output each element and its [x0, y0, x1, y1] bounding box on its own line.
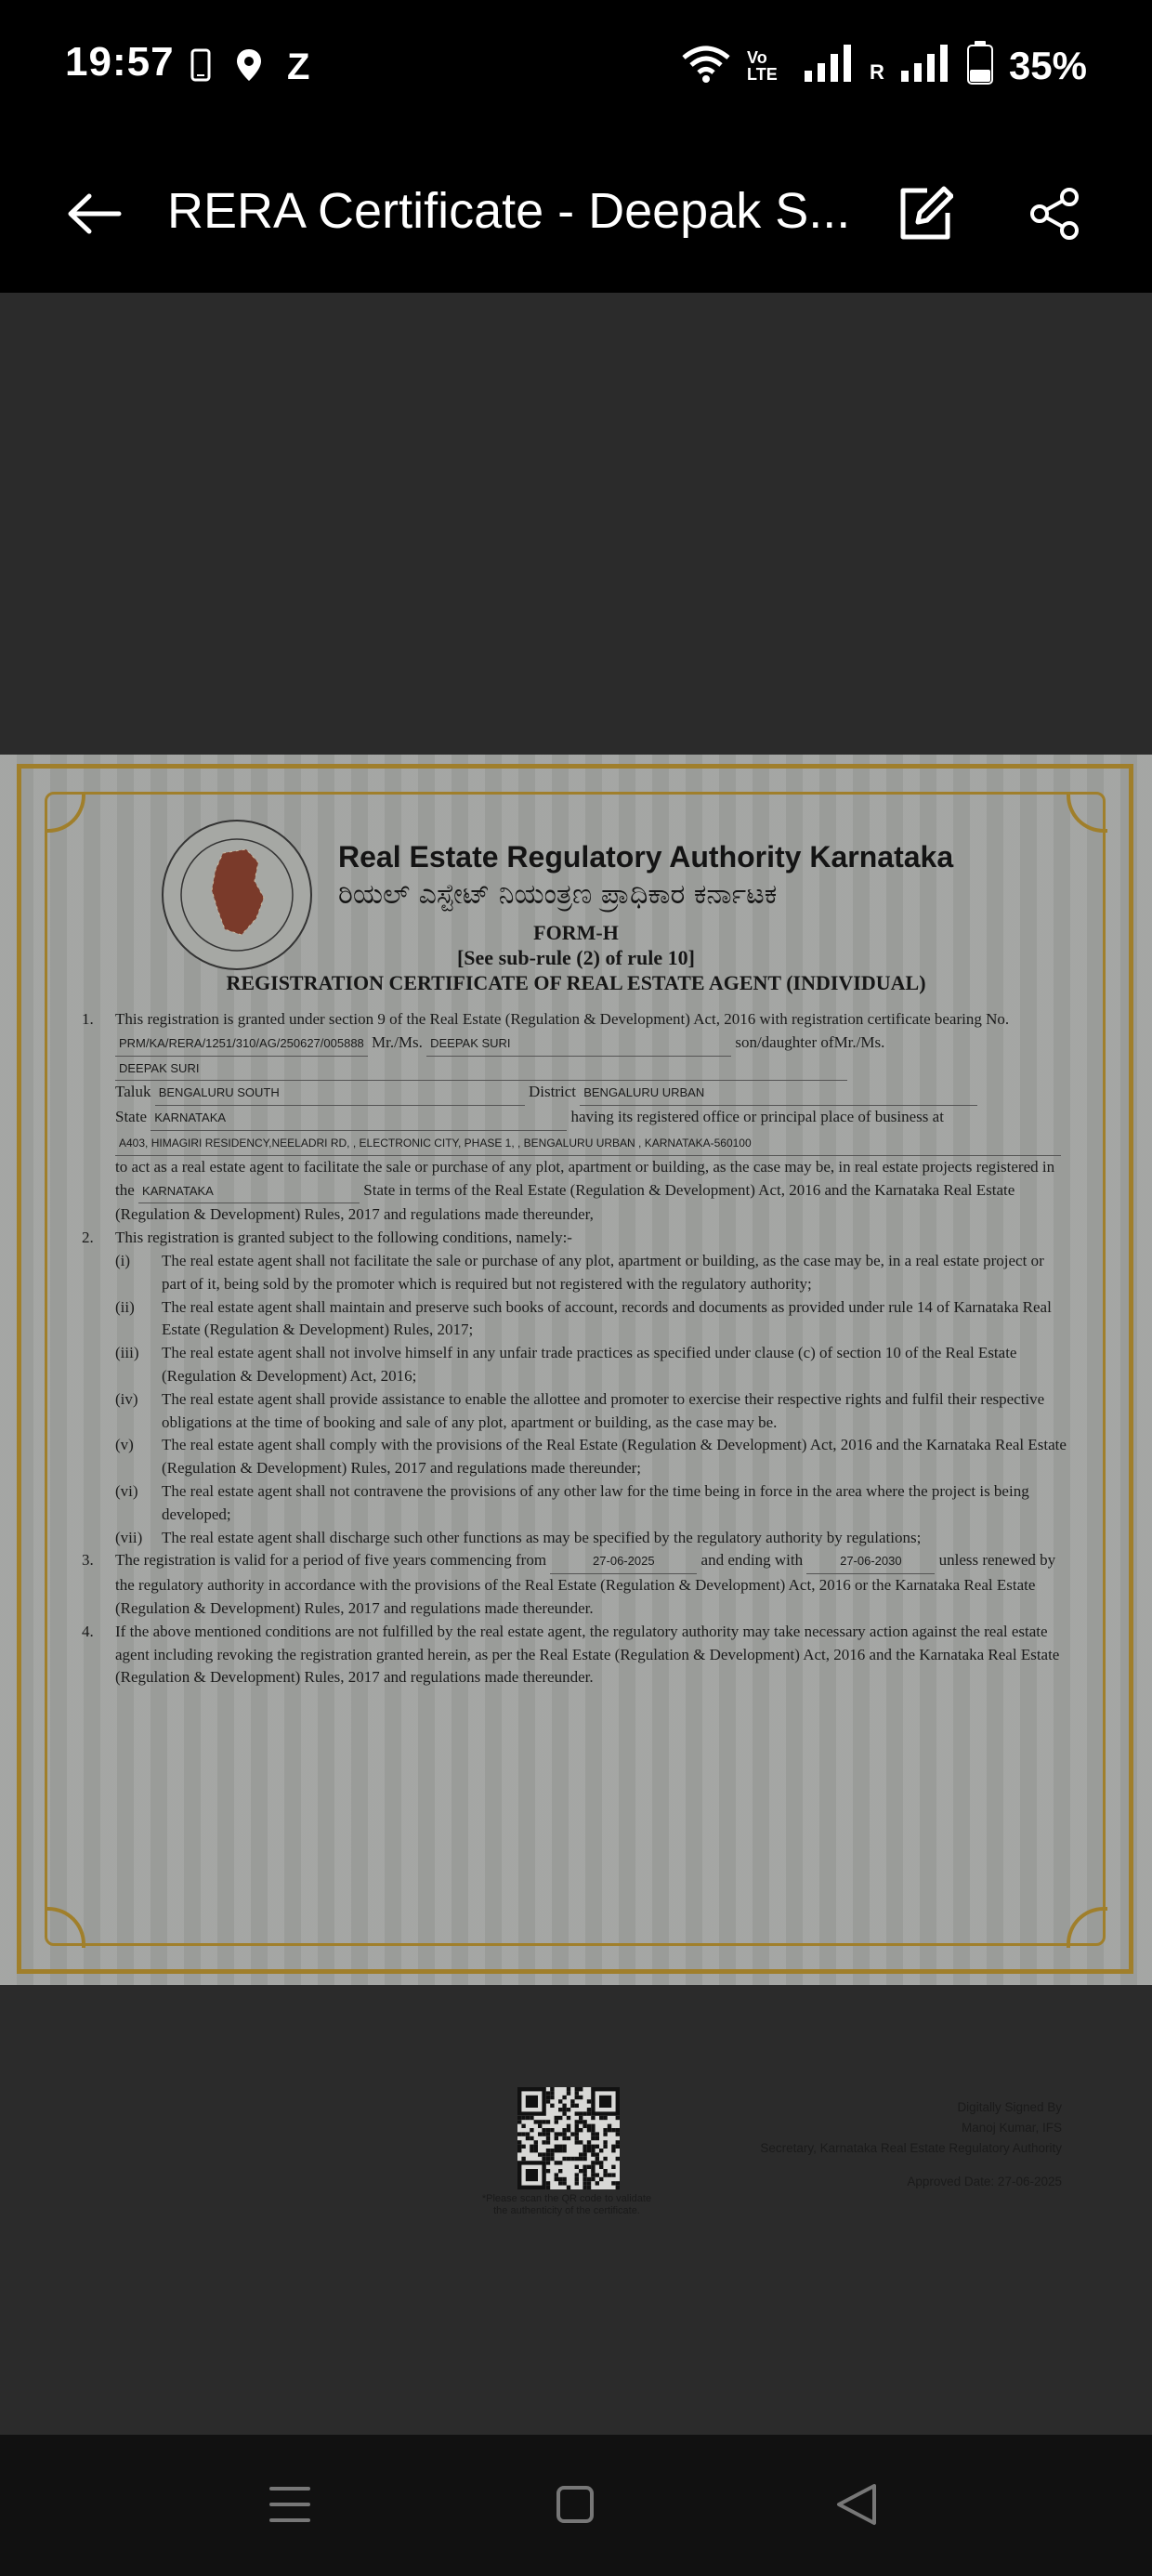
phone-icon: [190, 48, 211, 86]
condition-number: (ii): [115, 1297, 135, 1316]
form-sub-rule: [See sub-rule (2) of rule 10]: [456, 946, 695, 969]
status-time: 19:57: [65, 39, 175, 85]
signal-icon-sim2: [899, 43, 951, 88]
signed-by-label: Digitally Signed By: [957, 2100, 1062, 2114]
menu-icon: [268, 2484, 311, 2525]
share-button[interactable]: [1017, 177, 1092, 251]
condition-number: (vi): [115, 1481, 138, 1500]
condition-text: The real estate agent shall discharge such other functions as may be specified by the regulatory authority by regulations;: [162, 1528, 922, 1546]
share-icon: [1027, 186, 1082, 242]
condition-text: The real estate agent shall not involve himself in any unfair trade practices as specified under clause (c) of section 10 of the Real Estate (Regulation & Development) Act, 2016;: [162, 1344, 1017, 1385]
condition-item: [82, 1388, 1067, 1435]
signature-block: [760, 2097, 1062, 2159]
navigation-bar: [0, 2435, 1152, 2576]
condition-number: (iv): [115, 1389, 138, 1408]
condition-text: The real estate agent shall maintain and preserve such books of account, records and documents as provided under rule 14 of Karnataka Real Estate (Regulation & Development) Rules, 2017;: [162, 1297, 1052, 1339]
authority-name-english: Real Estate Regulatory Authority Karnataka: [338, 840, 954, 874]
app-bar: [0, 139, 1152, 293]
edit-button[interactable]: [887, 177, 962, 251]
volte-icon: Vo LTE: [747, 47, 778, 84]
paragraph-1: 1. This registration is granted under section 9 of the Real Estate (Regulation & Development) Act, 2016 with registration certificate bearing No. PRM/KA/RERA/1251/310/AG/250627/005888 Mr./Ms. DEEPAK SURI son/daughter ofMr./Ms. DEEPAK SURI Taluk BENGALURU SOUTH District BENGALURU URBAN State KARNATAKA having its registered office or principal place of business at A403, HIMAGIRI RESIDENCY,NEELADRI RD, , ELECTRONIC CITY, PHASE 1, , BENGALURU URBAN , KARNATAKA-560100 to act as a real estate agent to facilitate the sale or purchase of any plot, apartment or building, as the case may be, in real estate projects registered in the KARNATAKA State in terms of the Real Estate (Regulation & Development) Act, 2016 and the Karnataka Real Estate (Regulation & Development) Rules, 2017 and regulations made thereunder,: [82, 1008, 1067, 1227]
paragraph-2: 2. This registration is granted subject to the following conditions, namely:-: [82, 1229, 572, 1247]
condition-number: (vii): [115, 1528, 143, 1546]
z-icon: Z: [287, 46, 310, 87]
authority-name-kannada: ರಿಯಲ್ ಎಸ್ಟೇಟ್ ನಿಯಂತ್ರಣ ಪ್ರಾಧಿಕಾರ ಕರ್ನಾಟಕ: [338, 878, 778, 911]
condition-text: The real estate agent shall provide assistance to enable the allottee and promoter to exercise their respective rights and fulfil their respective obligations at the time of booking and sale of any plot, apartment or building, as the case may be.: [162, 1389, 1045, 1431]
arrow-left-icon: [67, 193, 123, 234]
home-icon: [556, 2485, 595, 2524]
paragraph-3: 3. The registration is valid for a period of five years commencing from 27-06-2025 and ending with 27-06-2030 unless renewed by the regulatory authority in accordance with the provisions of the Real Estate (Regulation & Development) Act, 2016 or the Karnataka Real Estate (Regulation & Development) Rules, 2017 and regulations made thereunder.: [82, 1551, 1056, 1617]
valid-from-date: 27-06-2025: [550, 1550, 697, 1574]
condition-item: [82, 1434, 1067, 1480]
signer-name: Manoj Kumar, IFS: [961, 2121, 1062, 2135]
document-title: RERA Certificate - Deepak S...: [167, 183, 851, 239]
back-icon: [835, 2482, 878, 2527]
signer-title: Secretary, Karnataka Real Estate Regulatory Authority: [760, 2141, 1062, 2155]
location-icon: [235, 47, 263, 87]
battery-icon: [966, 41, 994, 90]
condition-item: [82, 1296, 1067, 1343]
signal-icon-sim1: [803, 43, 855, 88]
paragraph-4: 4. If the above mentioned conditions are not fulfilled by the real estate agent, the regulatory authority may take necessary action against the real estate agent including revoking the registration granted herein, as per the Real Estate (Regulation & Development) Act, 2016 and the Karnataka Real Estate (Regulation & Development) Rules, 2017 and regulations made thereunder.: [82, 1622, 1060, 1687]
form-title: FORM-H: [533, 921, 619, 944]
edit-icon: [896, 185, 953, 243]
conditions-list: [82, 1250, 1067, 1549]
district-value: BENGALURU URBAN: [580, 1082, 977, 1106]
battery-percent: 35%: [1008, 43, 1087, 87]
condition-number: (iii): [115, 1344, 139, 1362]
condition-item: [82, 1342, 1067, 1388]
certificate-body: [82, 1008, 1067, 1689]
taluk-value: BENGALURU SOUTH: [155, 1082, 525, 1106]
certificate-heading: REGISTRATION CERTIFICATE OF REAL ESTATE AGENT (INDIVIDUAL): [226, 971, 926, 994]
status-right-icons: [680, 41, 1087, 90]
certificate-page: [0, 755, 1152, 2216]
condition-item: [82, 1250, 1067, 1296]
condition-text: The real estate agent shall not facilitate the sale or purchase of any plot, apartment or building, as the case may be, in a real estate project or part of it, being sold by the promoter which is required but not registered with the regulatory authority;: [162, 1251, 1044, 1293]
roaming-indicator: R: [870, 59, 884, 84]
form-heading: [0, 920, 1152, 995]
condition-item: [82, 1527, 1067, 1550]
qr-caption: *Please scan the QR code to validate the authenticity of the certificate.: [481, 2193, 652, 2216]
status-left-icons: [190, 46, 309, 88]
parent-name: DEEPAK SURI: [115, 1058, 847, 1082]
document-viewer[interactable]: [0, 293, 1152, 2435]
status-bar: [0, 0, 1152, 139]
home-button[interactable]: [543, 2477, 608, 2532]
valid-to-date: 27-06-2030: [806, 1550, 935, 1574]
condition-text: The real estate agent shall not contravene the provisions of any other law for the time being in force in the area where the project is being developed;: [162, 1481, 1029, 1523]
certificate-number: PRM/KA/RERA/1251/310/AG/250627/005888: [115, 1032, 368, 1057]
business-address: A403, HIMAGIRI RESIDENCY,NEELADRI RD, , ELECTRONIC CITY, PHASE 1, , BENGALURU URBAN , KARNATAKA-560100: [115, 1132, 1061, 1156]
condition-number: (i): [115, 1251, 131, 1269]
condition-number: (v): [115, 1436, 134, 1454]
recent-apps-button[interactable]: [257, 2477, 322, 2532]
back-button[interactable]: [58, 177, 132, 251]
wifi-icon: [680, 43, 732, 88]
approved-date: Approved Date: 27-06-2025: [907, 2175, 1062, 2188]
agent-name: DEEPAK SURI: [426, 1032, 731, 1057]
condition-text: The real estate agent shall comply with the provisions of the Real Estate (Regulation & Development) Act, 2016 and the Karnataka Real Estate (Regulation & Development) Rules, 2017 and regulations made thereunder;: [162, 1436, 1067, 1478]
condition-item: [82, 1480, 1067, 1527]
state-value: KARNATAKA: [151, 1107, 567, 1131]
verification-qr-code[interactable]: [517, 2087, 620, 2189]
system-back-button[interactable]: [824, 2477, 889, 2532]
registration-state: KARNATAKA: [138, 1180, 360, 1204]
